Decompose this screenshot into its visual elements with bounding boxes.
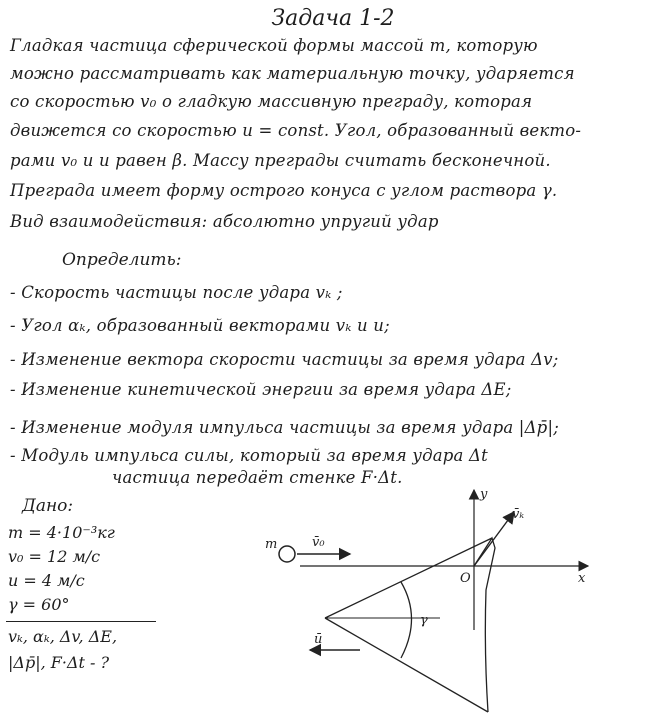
given-item: γ = 60°: [8, 595, 70, 614]
task-item: - Угол αₖ, образованный векторами vₖ и u;: [10, 316, 390, 335]
determine-heading: Определить:: [62, 250, 182, 270]
task-item: - Изменение кинетической энергии за время удара ΔE;: [10, 380, 512, 399]
find-item: |Δp̄|, F·Δt - ?: [8, 653, 110, 672]
particle: [279, 546, 295, 562]
problem-title: Задача 1-2: [271, 6, 395, 31]
problem-line: рами v₀ и u равен β. Массу преграды считать бесконечной.: [10, 151, 551, 170]
problem-line: со скоростью v₀ о гладкую массивную преграду, которая: [10, 92, 533, 111]
v0-label: v̄₀: [312, 535, 325, 550]
find-item: vₖ, αₖ, Δv, ΔE,: [8, 627, 118, 646]
y-axis-label: y: [480, 487, 488, 502]
task-item: - Скорость частицы после удара vₖ ;: [10, 283, 343, 302]
given-item: u = 4 м/с: [8, 571, 85, 590]
x-axis-label: x: [578, 571, 586, 586]
gamma-label: γ: [420, 613, 428, 628]
origin-label: O: [460, 571, 471, 586]
problem-line: Преграда имеет форму острого конуса с углом раствора γ.: [10, 181, 558, 200]
problem-line: движется со скоростью u = const. Угол, образованный векто-: [10, 121, 582, 140]
velocity-vk-arrow: [474, 512, 514, 566]
task-item: - Изменение модуля импульса частицы за время удара |Δp̄|;: [10, 418, 559, 437]
gamma-arc: [401, 582, 412, 658]
task-item: - Изменение вектора скорости частицы за время удара Δv;: [10, 350, 559, 369]
problem-line: можно рассматривать как материальную точку, ударяется: [10, 64, 575, 83]
mass-label: m: [265, 537, 278, 552]
task-item: частица передаёт стенке F·Δt.: [112, 468, 403, 487]
given-heading: Дано:: [22, 496, 74, 516]
u-label: ū: [314, 632, 323, 647]
problem-line: Вид взаимодействия: абсолютно упругий удар: [10, 212, 439, 231]
given-item: m = 4·10⁻³кг: [8, 523, 115, 542]
problem-line: Гладкая частица сферической формы массой m, которую: [10, 36, 538, 55]
vk-label: v̄ₖ: [512, 507, 525, 522]
given-item: v₀ = 12 м/с: [8, 547, 101, 566]
cone-lower-edge: [325, 618, 488, 712]
cone-right-edge: [474, 538, 495, 712]
task-item: - Модуль импульса силы, который за время удара Δt: [10, 446, 488, 465]
